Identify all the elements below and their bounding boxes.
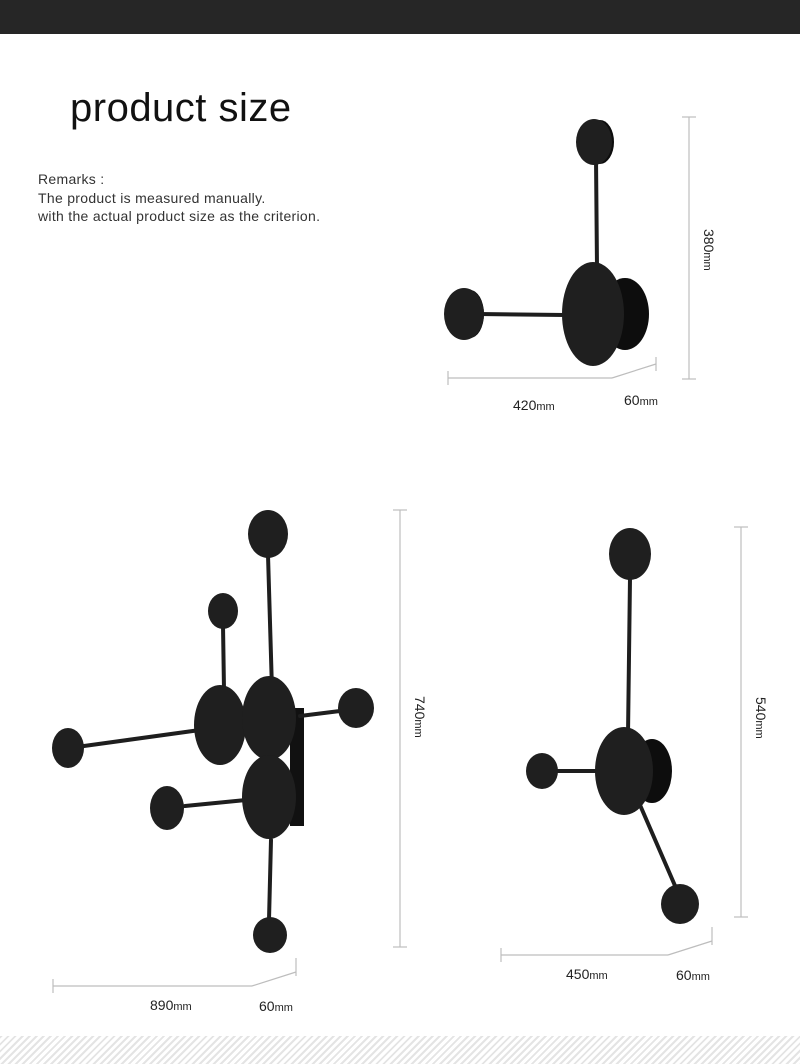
- medium-lamp-depth-label: 60mm: [676, 967, 710, 983]
- large-lamp-height-label: 740mm: [412, 696, 428, 738]
- large-lamp-rod-3: [84, 730, 200, 746]
- medium-lamp-rod-diagonal: [640, 805, 676, 888]
- large-lamp-disc-2: [242, 676, 296, 760]
- small-lamp-left-cap: [444, 288, 484, 340]
- medium-lamp-rod-vertical: [628, 578, 630, 735]
- medium-lamp-width-label: 450mm: [566, 966, 608, 982]
- small-lamp-width-label: 420mm: [513, 397, 555, 413]
- medium-lamp-illustration: [526, 528, 699, 924]
- medium-lamp-bottom-cap: [661, 884, 699, 924]
- large-lamp-cap-5: [150, 786, 184, 830]
- large-lamp-rod-5: [185, 800, 246, 806]
- remarks-line-1: The product is measured manually.: [38, 189, 266, 206]
- large-lamp-width-label: 890mm: [150, 997, 192, 1013]
- remarks-heading: Remarks :: [38, 171, 105, 187]
- small-lamp-height-label: 380mm: [701, 229, 717, 271]
- medium-lamp-top-cap: [609, 528, 651, 580]
- large-lamp-rod-6: [269, 840, 271, 920]
- large-lamp-cap-4: [338, 688, 374, 728]
- medium-lamp-left-cap: [526, 753, 558, 789]
- page-title: product size: [70, 86, 292, 130]
- large-lamp-cap-3: [52, 728, 84, 768]
- small-lamp-top-cap: [576, 119, 612, 165]
- large-lamp-rod-1: [268, 555, 272, 690]
- medium-lamp-main-disc: [595, 727, 653, 815]
- large-lamp-depth-label: 60mm: [259, 998, 293, 1014]
- large-lamp-disc-3: [242, 755, 296, 839]
- remarks-line-2: with the actual product size as the criterion.: [38, 208, 321, 224]
- large-lamp-cap-1: [248, 510, 288, 558]
- bottom-decorative-stripe: [0, 1036, 800, 1064]
- large-lamp-cap-6: [253, 917, 287, 953]
- large-lamp-disc-1: [194, 685, 246, 765]
- large-lamp-illustration: [52, 510, 374, 953]
- small-lamp-rod-horizontal: [478, 314, 565, 315]
- large-lamp-rod-2: [223, 625, 224, 690]
- large-lamp-rod-4: [300, 711, 340, 716]
- large-lamp-cap-2: [208, 593, 238, 629]
- medium-lamp-height-label: 540mm: [753, 697, 769, 739]
- small-lamp-rod-vertical: [596, 158, 597, 268]
- small-lamp-illustration: [444, 119, 649, 366]
- small-lamp-main-disc: [562, 262, 624, 366]
- small-lamp-depth-label: 60mm: [624, 392, 658, 408]
